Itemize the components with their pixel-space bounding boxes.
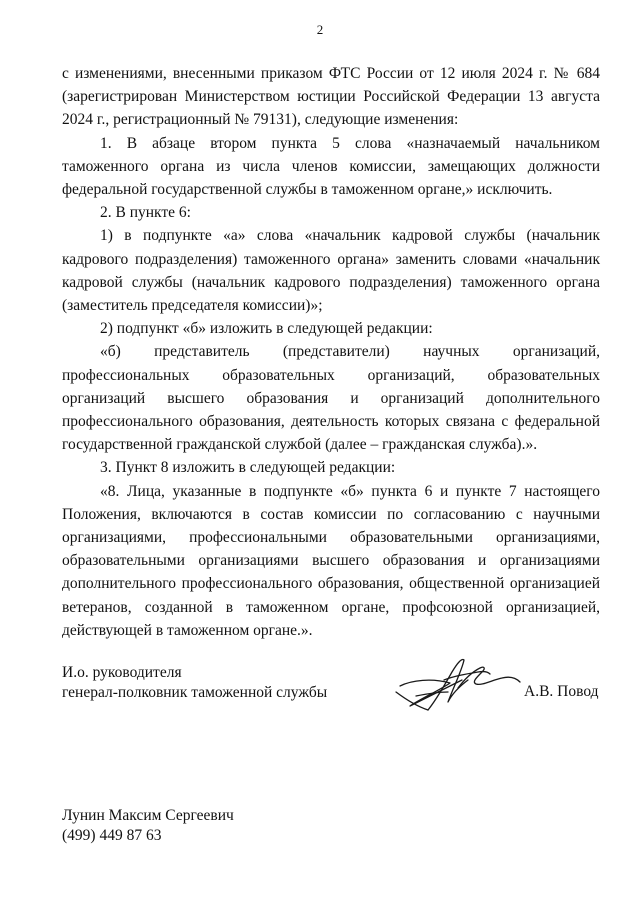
paragraph: с изменениями, внесенными приказом ФТС России от 12 июля 2024 г. № 684 (зарегистрирован Министерством юстиции Российской Федерации 13 августа 2024 г., регистрационный № 79131), следующие изменения: xyxy=(62,65,600,129)
signatory-name: А.В. Повод xyxy=(524,683,599,700)
paragraph: «8. Лица, указанные в подпункте «б» пункта 6 и пункте 7 настоящего Положения, включаются в состав комиссии по согласованию с научными организациями, профессиональными образовательными организациями, образовательными организациями высшего образования и организациями дополнительного профессионального образования, общественной организацией ветеранов, созданной в таможенном органе, профсоюзной организацией, действующей в таможенном органе.». xyxy=(62,482,600,639)
paragraph: 2. В пункте 6: xyxy=(100,204,191,222)
handwritten-signature xyxy=(392,650,524,720)
signatory-position xyxy=(62,663,327,703)
executor-name: Лунин Максим Сергеевич xyxy=(62,807,234,824)
paragraph: 1. В абзаце втором пункта 5 слова «назначаемый начальником таможенного органа из числа членов комиссии, замещающих должности федеральной государственной службы в таможенном органе,» исключить. xyxy=(62,134,600,199)
paragraph: 1) в подпункте «а» слова «начальник кадровой службы (начальник кадрового подразделения) таможенного органа» заменить словами «начальник кадровой службы (начальник кадрового подразделения) таможенного органа (заместитель председателя комиссии)»; xyxy=(62,227,600,315)
executor-phone: (499) 449 87 63 xyxy=(62,827,162,844)
page-number: 2 xyxy=(316,22,324,37)
document-body xyxy=(62,62,600,642)
signatory-position-line: И.о. руководителя xyxy=(62,664,182,681)
paragraph: «б) представитель (представители) научных организаций, профессиональных образовательных организаций, образовательных организаций высшего образования и организаций дополнительного профессионального образования, деятельность которых связана с федеральной государственной гражданской службой (далее – гражданская служба).». xyxy=(62,343,600,454)
paragraph: 2) подпункт «б» изложить в следующей редакции: xyxy=(100,320,433,338)
signatory-rank-line: генерал-полковник таможенной службы xyxy=(62,684,328,701)
executor-info xyxy=(62,806,234,846)
paragraph: 3. Пункт 8 изложить в следующей редакции: xyxy=(100,459,396,477)
